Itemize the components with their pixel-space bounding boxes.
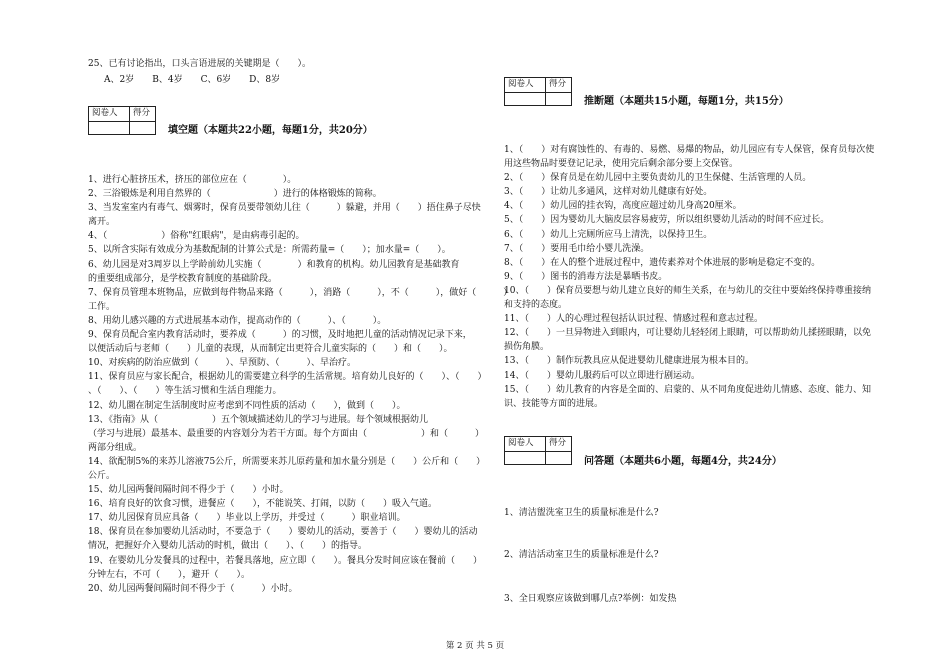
fill-questions [88,173,513,596]
reviewer-cell [505,92,546,105]
question-line: 2、（ ）保育员是在幼儿园中主要负责幼儿的卫生保健、生活管理的人员。 [504,173,812,184]
score-cell [546,451,572,464]
question-line: 9、保育员配合室内教育活动时，要养成（ ）的习惯，及时地把儿童的活动情况记录下来， [88,330,472,341]
section-title-fill: 填空题（本题共22小题，每题1分，共20分） [168,125,373,136]
qa-question-2: 2、清洁活动室卫生的质量标准是什么? [504,550,659,560]
reviewer-label: 阅卷人 [89,107,130,122]
question-line: 12、（ ）一旦异物进入到眼内，可让婴幼儿轻轻闭上眼睛，可以帮助幼儿揉搓眼睛，以免 [504,328,871,339]
question-25: 25、已有讨论指出，口头言语进展的关键期是（ ）。 [88,59,311,69]
question-line: 11、保育员应与家长配合，根据幼儿的需要建立科学的生活常规。培育幼儿良好的（ ）、（ ） [88,372,487,383]
question-line: 分钟左右，不可（ ），避开（ ）。 [88,569,251,580]
question-line: 6、幼儿园是对3周岁以上学龄前幼儿实施（ ）和教育的机构。幼儿园教育是基础教育 [88,259,460,270]
question-line: 8、（ ）在人的整个进展过程中，遗传素养对个体进展的影响是稳定不变的。 [504,257,821,268]
question-line: 13、（ ）制作玩教具应从促进婴幼儿健康进展为根本目的。 [504,356,754,367]
question-line: 10、（ ）保育员要想与幼儿建立良好的师生关系，在与幼儿的交往中要始终保持尊重接纳 [504,285,871,296]
question-line: 14、（ ）婴幼儿服药后可以立即进行剧运动。 [504,370,700,381]
page-footer: 第 2 页 共 5 页 [445,641,505,651]
score-box [88,106,156,135]
score-box-2 [504,436,572,465]
score-box [504,77,572,106]
reviewer-label: 阅卷人 [505,437,546,452]
question-line: 6、（ ）幼儿上完厕所应马上清洗，以保持卫生。 [504,229,713,240]
question-line: 1、（ ）对有腐蚀性的、有毒的、易燃、易爆的物品，幼儿园应有专人保管，保育员每次使 [504,145,875,155]
question-line: 3、当发室室内有毒气、烟雾时，保育员要带领幼儿往（ ）躲避，并用（ ）捂住鼻子尽快 [88,203,481,214]
question-line: 16、培育良好的饮食习惯，进餐应（ ），不能说笑、打闹，以防（ ）吸入气道。 [88,499,437,510]
question-line: 7、（ ）要用毛巾给小婴儿洗澡。 [504,243,650,254]
question-line: 损伤角膜。 [504,342,550,353]
question-line: 两部分组成。 [88,442,143,453]
score-cell [546,92,572,105]
question-line: 、（ ）、（ ）等生活习惯和生活自理能力。 [88,386,282,397]
section-title-judge: 推断题（本题共15小题，每题1分，共15分） [584,96,789,107]
reviewer-cell [505,451,546,464]
question-line: 用这些物品时要登记记录，使用完后剩余部分要上交保管。 [504,159,739,170]
section-title-qa: 问答题（本题共6小题，每题4分，共24分） [584,456,782,467]
question-line: 2、三浴锻炼是利用自然界的（ ）进行的体格锻炼的简称。 [88,189,382,200]
question-line: 14、欲配制5%的来苏儿溶液75公斤，所需要来苏儿原药量和加水量分别是（ ）公斤和（ ） [88,456,486,467]
question-25-options: A、2岁 B、4岁 C、6岁 D、8岁 [104,75,281,85]
question-line: 15、（ ）幼儿教育的内容是全面的、启蒙的、从不同角度促进幼儿情感、态度、能力、知 [504,384,871,395]
question-line: 4、（ ）俗称"红眼病"，是由病毒引起的。 [88,231,305,242]
question-line: 1、进行心脏挤压术，挤压的部位应在（ ）。 [88,175,297,185]
question-line: 识、技能等方面的进展。 [504,398,604,409]
score-label: 得分 [546,78,572,93]
question-line: 工作。 [88,301,116,312]
question-line: 20、幼儿园两餐间隔时间不得少于（ ）小时。 [88,583,298,594]
question-line: 以便活动后与老师（ ）儿童的表现，从而制定出更符合儿童实际的（ ）和（ ）。 [88,344,453,355]
question-line: 10、对疾病的防治应做到（ ）、早预防、（ ）、早治疗。 [88,358,356,369]
question-line: 19、在婴幼儿分发餐具的过程中，若餐具落地，应立即（ ）。餐具分发时间应该在餐前（ ） [88,555,482,566]
question-line: 15、幼儿园两餐间隔时间不得少于（ ）小时。 [88,485,289,496]
reviewer-cell [89,121,130,134]
qa-question-1: 1、清洁盥洗室卫生的质量标准是什么? [504,508,659,518]
qa-question-3: 3、全日观察应该做到哪几点?举例：如发热 [504,594,677,604]
question-line: 和支持的态度。 [504,300,568,311]
question-line: 3、（ ）让幼儿多通风，这样对幼儿健康有好处。 [504,187,713,198]
question-line: 13、《指南》从（ ）五个领域描述幼儿的学习与进展。每个领域根据幼儿 [88,414,428,425]
question-line: 11、（ ）人的心理过程包括认识过程、情感过程和意志过程。 [504,314,763,325]
question-line: 离开。 [88,217,116,228]
question-line: 9、（ ）图书的消毒方法是暴晒书皮。 [504,271,668,282]
question-line: 的重要组成部分，是学校教育制度的基础阶段。 [88,273,278,284]
question-line: 18、保育员在参加婴幼儿活动时，不要急于（ ）婴幼儿的活动，要善于（ ）婴幼儿的活动 [88,527,478,538]
score-label: 得分 [130,107,156,122]
question-line: 7、保育员管理本班物品，应做到每件物品来路（ ），消路（ ），不（ ），做好（ ） [88,287,513,298]
question-line: 8、用幼儿感兴趣的方式进展基本动作，提高动作的（ ）、（ ）。 [88,315,387,326]
question-line: 5、（ ）因为婴幼儿大脑皮层容易疲劳，所以组织婴幼儿活动的时间不应过长。 [504,215,830,226]
question-line: 12、幼儿圜在制定生活制度时应考虑到不同性质的活动（ ），做到（ ）。 [88,400,406,411]
question-line: 公斤。 [88,470,116,481]
reviewer-label: 阅卷人 [505,78,546,93]
question-line: 4、（ ）幼儿园的挂衣钩，高度应超过幼儿身高20厘米。 [504,201,742,212]
question-line: 17、幼儿园保育员应具备（ ）毕业以上学历，并受过（ ）职业培训。 [88,513,406,524]
score-label: 得分 [546,437,572,452]
question-line: 5、以所含实际有效成分为基数配制的计算公式是：所需药量=（ ）；加水量=（ ）。 [88,245,451,256]
score-cell [130,121,156,134]
question-line: 情况，把握好介入婴幼儿活动的时机，做出（ ）、（ ）的指导。 [88,541,368,552]
judge-questions [504,143,908,411]
question-line: （学习与进展）最基本、最重要的内容划分为若干方面。每个方面由（ ）和（ ） [88,428,485,439]
